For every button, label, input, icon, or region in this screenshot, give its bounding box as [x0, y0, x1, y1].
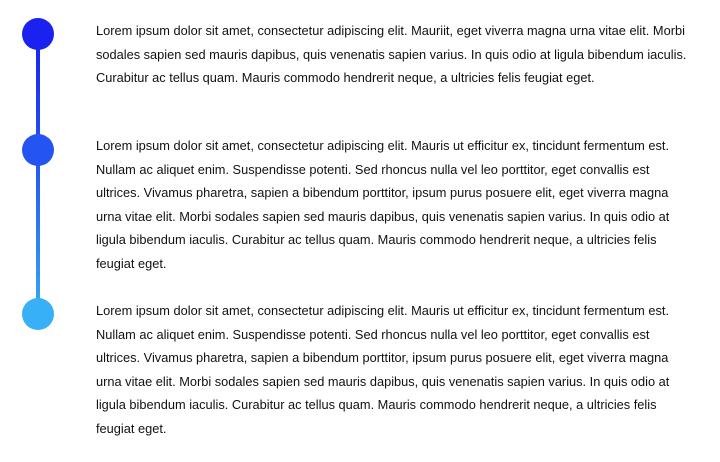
timeline-marker-2	[22, 134, 54, 166]
timeline-entry-3-text: Lorem ipsum dolor sit amet, consectetur adipiscing elit. Mauris ut efficitur ex, tincidunt fermentum est. Nullam ac aliquet enim. Suspendisse potenti. Sed rhoncus nulla vel leo porttitor, eget convallis est ultrices. Vivamus pharetra, sapien a bibendum porttitor, ipsum purus posuere elit, eget viverra magna urna vitae elit. Morbi sodales sapien sed mauris dapibus, quis venenatis sapien varius. In quis odio at ligula bibendum iaculis. Curabitur ac tellus quam. Mauris commodo hendrerit neque, a ultricies felis feugiat eget.	[96, 303, 670, 436]
timeline-marker-1	[22, 18, 54, 50]
timeline-marker-3	[22, 298, 54, 330]
timeline-entry-2-text: Lorem ipsum dolor sit amet, consectetur adipiscing elit. Mauris ut efficitur ex, tincidunt fermentum est. Nullam ac aliquet enim. Suspendisse potenti. Sed rhoncus nulla vel leo porttitor, eget convallis est ultrices. Vivamus pharetra, sapien a bibendum porttitor, ipsum purus posuere elit, eget viverra magna urna vitae elit. Morbi sodales sapien sed mauris dapibus, quis venenatis sapien varius. In quis odio at ligula bibendum iaculis. Curabitur ac tellus quam. Mauris commodo hendrerit neque, a ultricies felis feugiat eget.	[96, 138, 670, 271]
timeline-entry-1-text: Lorem ipsum dolor sit amet, consectetur adipiscing elit. Mauriit, eget viverra magna urna vitae elit. Morbi sodales sapien sed mauris dapibus, quis venenatis sapien varius. In quis odio at ligula bibendum iaculis. Curabitur ac tellus quam. Mauris commodo hendrerit neque, a ultricies felis feugiat eget.	[96, 23, 687, 85]
timeline-track	[36, 36, 40, 314]
